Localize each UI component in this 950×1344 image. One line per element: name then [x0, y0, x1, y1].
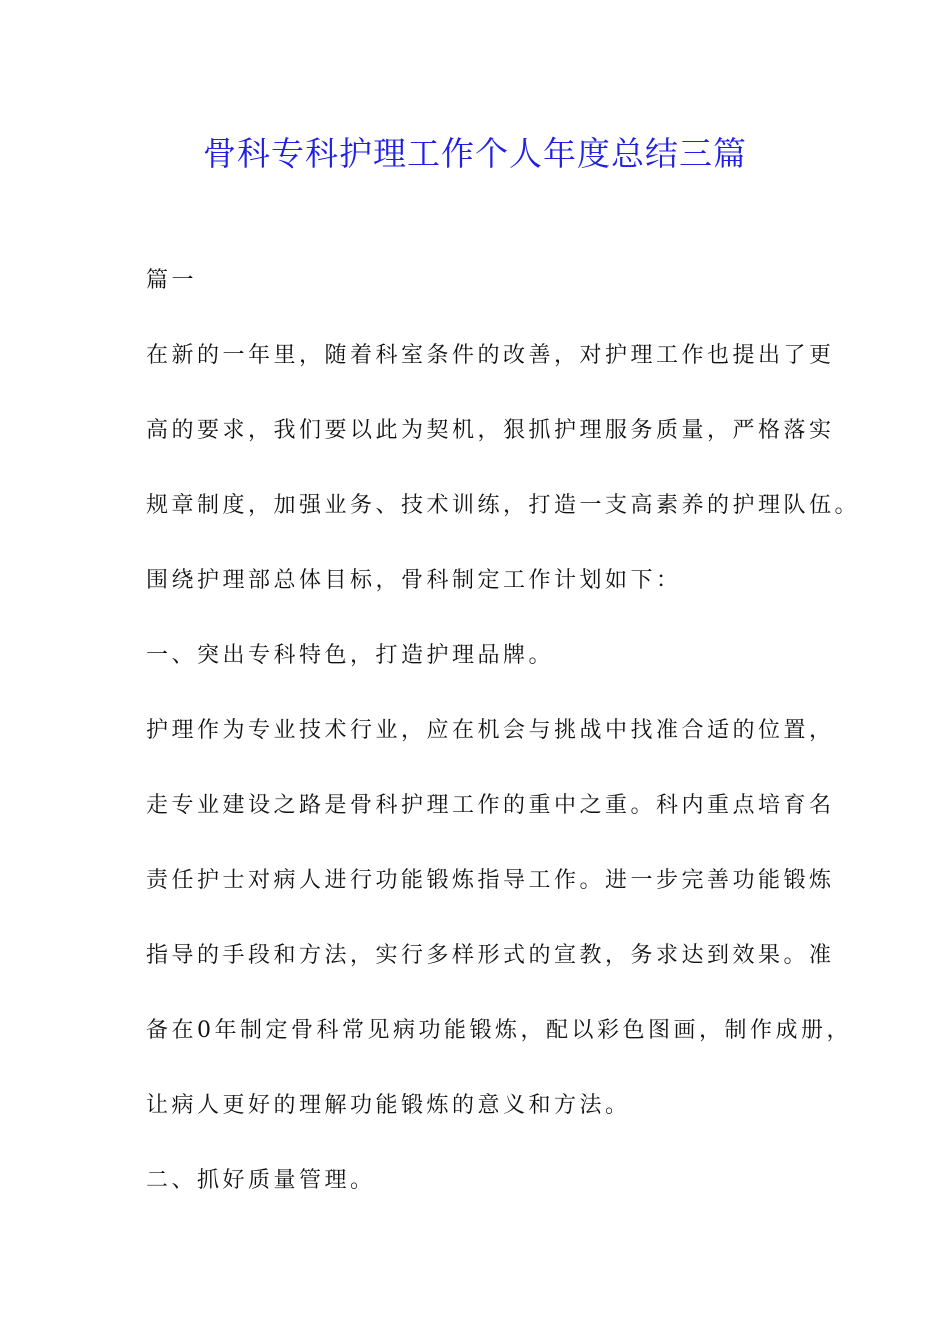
- paragraph-line: 让病人更好的理解功能锻炼的意义和方法。: [146, 1093, 631, 1118]
- paragraph-line: 责任护士对病人进行功能锻炼指导工作。进一步完善功能锻炼: [146, 868, 835, 893]
- section-heading-part-one: 篇一: [146, 268, 198, 293]
- section-heading-two: 二、抓好质量管理。: [146, 1168, 376, 1193]
- paragraph-line: 围绕护理部总体目标，骨科制定工作计划如下：: [146, 568, 682, 593]
- document-title: 骨科专科护理工作个人年度总结三篇: [203, 134, 747, 173]
- paragraph-line: 走专业建设之路是骨科护理工作的重中之重。科内重点培育名: [146, 793, 835, 818]
- document-body: [146, 258, 861, 1233]
- paragraph-line: 指导的手段和方法，实行多样形式的宣教，务求达到效果。准: [146, 943, 835, 968]
- section-heading-one: 一、突出专科特色，打造护理品牌。: [146, 643, 555, 668]
- paragraph-line: 规章制度，加强业务、技术训练，打造一支高素养的护理队伍。: [146, 493, 861, 518]
- paragraph-line: 在新的一年里，随着科室条件的改善，对护理工作也提出了更: [146, 343, 835, 368]
- paragraph-line: 备在0年制定骨科常见病功能锻炼，配以彩色图画，制作成册，: [146, 1018, 852, 1043]
- paragraph-line: 护理作为专业技术行业，应在机会与挑战中找准合适的位置，: [146, 718, 835, 743]
- paragraph-line: 高的要求，我们要以此为契机，狠抓护理服务质量，严格落实: [146, 418, 835, 443]
